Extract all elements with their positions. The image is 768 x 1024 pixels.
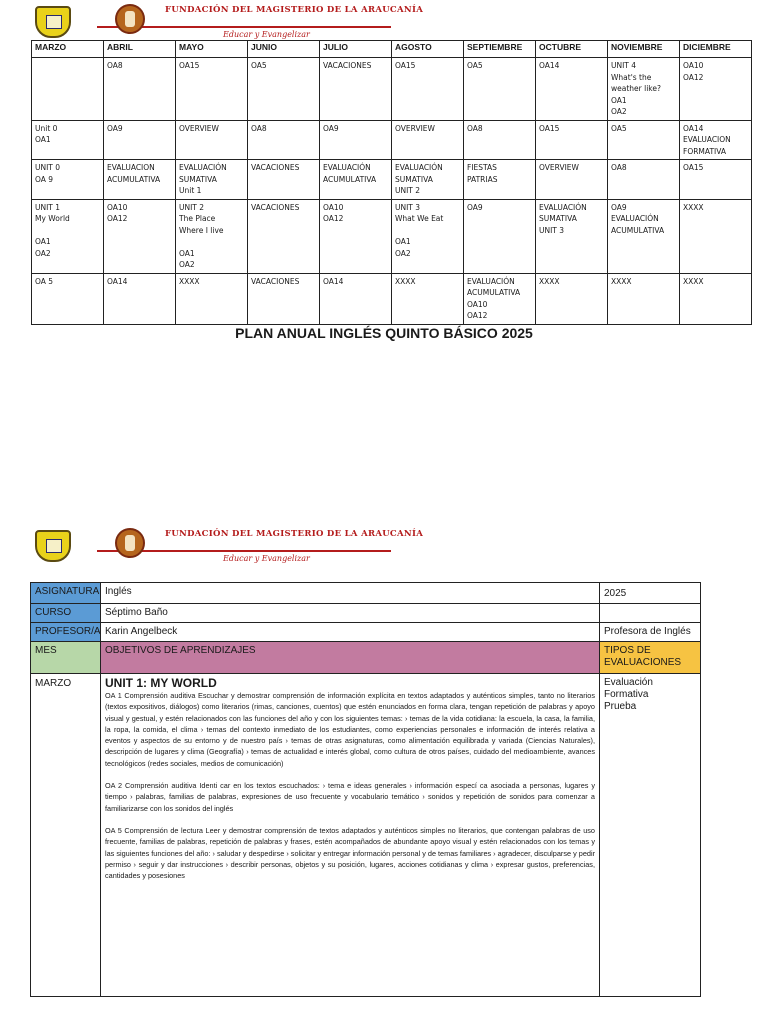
school-crest-icon [35, 6, 71, 38]
calendar-cell [104, 160, 176, 200]
calendar-cell [464, 160, 536, 200]
month-header: SEPTIEMBRE [464, 41, 536, 58]
evaluations-cell [600, 674, 701, 997]
calendar-cell [608, 160, 680, 200]
calendar-cell-line: EVALUACIÓN [539, 202, 587, 212]
evaluation-item: Evaluación Formativa [604, 677, 653, 700]
calendar-cell [320, 273, 392, 324]
calendar-cell-line: ACUMULATIVA [323, 174, 377, 184]
calendar-cell-line: My World [35, 214, 70, 223]
calendar-cell-line: OA10 [683, 61, 704, 70]
calendar-row [32, 120, 752, 160]
calendar-cell-line: UNIT 4 [611, 61, 637, 70]
calendar-cell-line: OA5 [611, 123, 627, 133]
profesor-label: PROFESOR/A [31, 623, 101, 642]
calendar-cell [392, 120, 464, 160]
calendar-cell-line: UNIT 0 [35, 163, 61, 172]
row-asignatura [31, 583, 701, 604]
calendar-cell-line: XXXX [683, 202, 704, 212]
calendar-cell-line: OA15 [179, 61, 200, 70]
calendar-cell-line: OA10 [107, 202, 128, 212]
calendar-cell-line: EVALUACIÓN [467, 276, 515, 286]
calendar-cell [32, 273, 104, 324]
organization-name: FUNDACIÓN DEL MAGISTERIO DE LA ARAUCANÍA [165, 5, 424, 15]
institution-header-second [33, 528, 424, 568]
calendar-cell [176, 273, 248, 324]
unit-title: UNIT 1: MY WORLD [105, 676, 217, 690]
calendar-cell-line: ACUMULATIVA [467, 288, 521, 297]
calendar-cell [680, 120, 752, 160]
calendar-cell-line: The Place [179, 214, 216, 223]
calendar-cell-line: OA8 [107, 61, 123, 70]
calendar-cell [176, 199, 248, 273]
calendar-cell-line: OA 9 [35, 174, 54, 184]
calendar-cell [176, 160, 248, 200]
calendar-cell [680, 58, 752, 121]
calendar-cell [536, 160, 608, 200]
month-header: JUNIO [248, 41, 320, 58]
row-marzo [31, 674, 701, 997]
curso-value: Séptimo Baño [101, 604, 600, 623]
calendar-cell-line: What's the [611, 72, 652, 82]
calendar-cell [176, 120, 248, 160]
calendar-cell-line: PATRIAS [467, 174, 498, 184]
calendar-cell [320, 120, 392, 160]
calendar-cell [104, 58, 176, 121]
calendar-cell [248, 120, 320, 160]
month-header: OCTUBRE [536, 41, 608, 58]
calendar-cell-line: OA15 [539, 123, 560, 133]
objective-paragraph: OA 5 Comprensión de lectura Leer y demostrar comprensión de textos adaptados y auténticos simples no literarios, que contengan palabras de uso frecuente, familias de palabras, repetición de palabras y frases, estén acompañados de abundante apoyo visual y estén relacionados con los temas y las siguientes funciones del año: › saludar y despedirse › solicitar y entregar información personal y de temas familiares › agradecer, disculparse y pedir permiso › seguir y dar instrucciones › describir personas, objetos y su posición, lugares, acciones cotidianas y clima › expresar gustos, preferencias, cantidades y posesiones [105, 825, 595, 881]
calendar-cell-line: OA10 [323, 202, 344, 212]
calendar-cell-line: VACACIONES [251, 202, 300, 212]
calendar-cell [464, 58, 536, 121]
calendar-cell [536, 273, 608, 324]
calendar-cell-line: Unit 0 [35, 123, 58, 133]
calendar-cell-line: Where I live [179, 225, 224, 235]
calendar-cell [320, 199, 392, 273]
calendar-cell-line: weather like? [611, 84, 661, 93]
calendar-cell [392, 160, 464, 200]
calendar-cell [176, 58, 248, 121]
calendar-cell [680, 199, 752, 273]
calendar-cell [320, 160, 392, 200]
organization-name: FUNDACIÓN DEL MAGISTERIO DE LA ARAUCANÍA [165, 529, 424, 539]
calendar-cell-line: OA14 [683, 123, 704, 133]
month-header: MARZO [32, 41, 104, 58]
calendar-cell-line: FORMATIVA [683, 146, 727, 156]
calendar-cell [608, 199, 680, 273]
calendar-cell-line: OA2 [35, 248, 51, 258]
calendar-cell-line: OA9 [467, 202, 483, 212]
month-header: DICIEMBRE [680, 41, 752, 58]
calendar-row [32, 273, 752, 324]
calendar-cell-line: OA9 [323, 123, 339, 133]
calendar-cell-line [35, 225, 100, 237]
calendar-cell-line: OA12 [683, 72, 704, 82]
calendar-cell [320, 58, 392, 121]
calendar-cell-line: OA2 [611, 107, 627, 116]
calendar-cell-line: OA12 [323, 214, 344, 223]
calendar-cell-line: OA12 [467, 311, 488, 320]
calendar-cell-line: OA1 [35, 135, 51, 144]
annual-calendar-table [31, 40, 752, 325]
calendar-cell-line: OA14 [539, 61, 560, 70]
calendar-cell-line: SUMATIVA [179, 174, 217, 184]
calendar-cell-line: Unit 1 [179, 186, 202, 195]
calendar-row [32, 199, 752, 273]
month-header: ABRIL [104, 41, 176, 58]
calendar-cell-line: OA14 [107, 276, 128, 286]
calendar-cell-line: VACACIONES [251, 276, 300, 286]
institution-header [33, 4, 424, 44]
calendar-cell [392, 273, 464, 324]
calendar-cell [248, 199, 320, 273]
organization-motto: Educar y Evangelizar [223, 30, 310, 39]
calendar-cell [248, 160, 320, 200]
calendar-cell-line: EVALUACION [683, 135, 731, 144]
calendar-cell-line: OA9 [107, 123, 123, 133]
calendar-cell [32, 120, 104, 160]
calendar-cell-line: OA15 [683, 163, 704, 172]
calendar-cell-line: OA5 [251, 61, 267, 70]
curso-label: CURSO [31, 604, 101, 623]
calendar-cell-line [35, 60, 100, 72]
calendar-cell-line: UNIT 2 [395, 186, 421, 195]
calendar-cell [608, 273, 680, 324]
calendar-cell-line: OA1 [611, 95, 627, 105]
month-header: MAYO [176, 41, 248, 58]
calendar-cell-line: OA15 [395, 61, 416, 70]
calendar-cell-line: What We Eat [395, 214, 444, 223]
calendar-cell-line: XXXX [539, 276, 560, 286]
calendar-cell [32, 58, 104, 121]
calendar-cell-line: UNIT 3 [395, 202, 421, 212]
calendar-cell-line: OVERVIEW [179, 123, 219, 133]
calendar-cell-line: OA12 [107, 214, 128, 223]
calendar-cell [536, 58, 608, 121]
calendar-cell-line: ACUMULATIVA [611, 225, 665, 235]
calendar-cell [32, 199, 104, 273]
calendar-cell-line: UNIT 2 [179, 202, 205, 212]
calendar-cell-line: OA9 [611, 202, 627, 212]
calendar-cell-line [179, 236, 244, 248]
calendar-cell-line: OA2 [395, 248, 411, 258]
calendar-cell [608, 58, 680, 121]
calendar-cell-line: EVALUACION [107, 163, 155, 172]
calendar-cell [248, 58, 320, 121]
asignatura-value: Inglés [101, 583, 600, 604]
calendar-cell-line: OA1 [179, 248, 195, 258]
calendar-cell-line: OVERVIEW [395, 123, 435, 133]
calendar-cell-line: FIESTAS [467, 163, 497, 172]
plan-table [30, 582, 701, 997]
calendar-cell-line: XXXX [179, 276, 200, 286]
calendar-cell-line: OA8 [611, 163, 627, 172]
calendar-cell-line: XXXX [683, 276, 704, 286]
objetivos-label: OBJETIVOS DE APRENDIZAJES [101, 642, 600, 674]
calendar-cell-line: EVALUACIÓN [323, 163, 371, 172]
calendar-cell-line: EVALUACIÓN [395, 163, 443, 172]
calendar-body [32, 58, 752, 325]
calendar-cell [464, 273, 536, 324]
calendar-cell-line: OA 5 [35, 276, 54, 286]
objective-paragraph: OA 1 Comprensión auditiva Escuchar y demostrar comprensión de información explícita en textos adaptados y auténticos simples, tanto no literarios (textos expositivos, diálogos) como literarios (rimas, canciones, cuentos) que estén enunciados en forma clara, tengan repetición de palabras y apoyo visual y gestual, y estén relacionados con las funciones del año y con los siguientes temas: › temas de la vida cotidiana: la escuela, la casa, la familia, la ropa, la comida, el clima › temas del contexto inmediato de los estudiantes, como experiencias personales e información de interés relativa a eventos y aspectos de su entorno y de nuestro país › temas de otras asignaturas, como alimentación equilibrada y variada (Ciencias Naturales), descripción de lugares y clima (Geografía) › temas de actualidad e interés global, como cultura de otros países, cuidado del medioambiente, avances tecnológicos (redes sociales, medios de comunicación) [105, 691, 595, 768]
calendar-cell-line: OVERVIEW [539, 163, 579, 172]
profesor-role: Profesora de Inglés [600, 623, 701, 642]
calendar-cell-line: OA8 [251, 123, 267, 133]
calendar-cell-line: VACACIONES [251, 163, 300, 172]
calendar-cell-line: OA5 [467, 61, 483, 70]
profesor-value: Karin Angelbeck [101, 623, 600, 642]
month-header: JULIO [320, 41, 392, 58]
row-headings [31, 642, 701, 674]
calendar-row [32, 160, 752, 200]
asignatura-label: ASIGNATURA [31, 583, 101, 604]
calendar-cell [464, 199, 536, 273]
document-title: PLAN ANUAL INGLÉS QUINTO BÁSICO 2025 [235, 325, 533, 341]
calendar-cell-line: EVALUACIÓN [611, 214, 659, 223]
calendar-cell [32, 160, 104, 200]
calendar-cell-line [395, 225, 460, 237]
objectives-cell [101, 674, 600, 997]
calendar-cell-line: SUMATIVA [539, 214, 577, 223]
calendar-cell-line: OA1 [395, 237, 411, 246]
foundation-emblem-icon [115, 4, 145, 34]
calendar-cell [680, 160, 752, 200]
evaluation-item: Prueba [604, 701, 637, 712]
year-value: 2025 [600, 583, 701, 604]
objective-paragraph: OA 2 Comprensión auditiva Identi car en los textos escuchados: › tema e ideas generales › información especí ca asociada a personas, lugares y tiempo › palabras, familias de palabras, expresiones de uso frecuente y vocabulario temático › sonidos y repetición de sonidos para comenzar a familiarizarse con los sonidos del inglés [105, 781, 595, 813]
calendar-cell [680, 273, 752, 324]
school-crest-icon [35, 530, 71, 562]
organization-motto: Educar y Evangelizar [223, 554, 310, 563]
tipos-label: TIPOS DE EVALUACIONES [600, 642, 701, 674]
mes-label: MES [31, 642, 101, 674]
calendar-cell-line: OA14 [323, 276, 344, 286]
calendar-cell-line: XXXX [611, 276, 632, 286]
calendar-cell [104, 199, 176, 273]
calendar-cell-line: OA1 [35, 237, 51, 246]
calendar-header-row [32, 41, 752, 58]
month-header: NOVIEMBRE [608, 41, 680, 58]
calendar-cell-line: VACACIONES [323, 61, 372, 70]
calendar-cell [104, 273, 176, 324]
row-curso [31, 604, 701, 623]
row-profesor [31, 623, 701, 642]
calendar-cell [464, 120, 536, 160]
calendar-cell [392, 58, 464, 121]
calendar-cell-line: OA8 [467, 123, 483, 133]
calendar-cell-line: ACUMULATIVA [107, 174, 161, 184]
calendar-cell-line: OA2 [179, 260, 195, 269]
calendar-cell [248, 273, 320, 324]
curso-extra [600, 604, 701, 623]
calendar-cell-line: SUMATIVA [395, 174, 433, 184]
calendar-cell-line: XXXX [395, 276, 416, 286]
calendar-cell-line: OA10 [467, 299, 488, 309]
foundation-emblem-icon [115, 528, 145, 558]
calendar-cell [104, 120, 176, 160]
calendar-cell [392, 199, 464, 273]
calendar-cell [536, 199, 608, 273]
calendar-cell-line: EVALUACIÓN [179, 163, 227, 172]
month-cell: MARZO [31, 674, 101, 997]
calendar-cell [608, 120, 680, 160]
calendar-cell-line: UNIT 1 [35, 202, 61, 212]
calendar-cell-line: UNIT 3 [539, 225, 565, 235]
month-header: AGOSTO [392, 41, 464, 58]
calendar-row [32, 58, 752, 121]
calendar-cell [536, 120, 608, 160]
